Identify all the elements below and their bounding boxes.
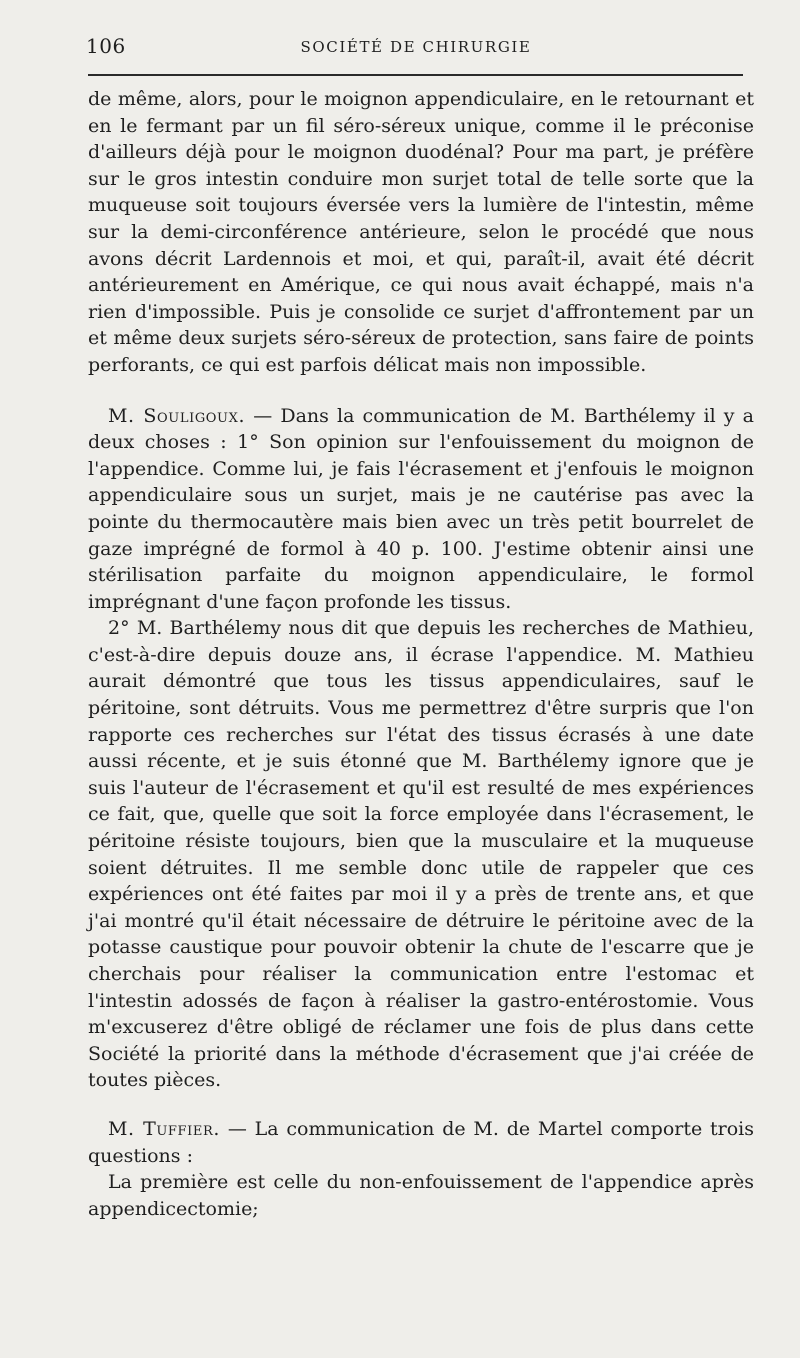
speaker-name: M. Souligoux. — [108, 404, 246, 427]
paragraph-text: — La communication de M. de Martel comporte trois questions : — [88, 1117, 755, 1167]
running-title: SOCIÉTÉ DE CHIRURGIE — [300, 38, 532, 56]
paragraph-souligoux — [88, 403, 754, 616]
paragraph-text: — Dans la communication de M. Barthélemy il y a deux choses : 1° Son opinion sur l'enfouissement du moignon de l'appendice. Comme lui, je fais l'écrasement et j'enfouis le moignon appendiculaire sous un surjet, mais je ne cautérise pas avec la pointe du thermocautère mais bien avec un très petit bourrelet de gaze imprégné de formol à 40 p. 100. J'estime obtenir ainsi une stérilisation parfaite du moignon appendiculaire, le formol imprégnant d'une façon profonde les tissus. — [88, 404, 754, 613]
paragraph-text: 2° M. Barthélemy nous dit que depuis les recherches de Mathieu, c'est-à-dire depuis douze ans, il écrase l'appendice. M. Mathieu aurait démontré que tous les tissus appendiculaires, sauf le péritoine, sont détruits. Vous me permettrez d'être surpris que l'on rapporte ces recherches sur l'état des tissus écrasés à une date aussi récente, et je suis étonné que M. Barthélemy ignore que je suis l'auteur de l'écrasement et qu'il est resulté de mes expériences ce fait, que, quelle que soit la force employée dans l'écrasement, le péritoine résiste toujours, bien que la musculaire et la muqueuse soient détruites. Il me semble donc utile de rappeler que ces expériences ont été faites par moi il y a près de trente ans, et que j'ai montré qu'il était nécessaire de détruire le péritoine avec de la potasse caustique pour pouvoir obtenir la chute de l'escarre que je cherchais pour réaliser la communication entre l'estomac et l'intestin adossés de façon à réaliser la gastro-entérostomie. Vous m'excuserez d'être obligé de réclamer une fois de plus dans cette Société la priorité dans la méthode d'écrasement que j'ai créée de toutes pièces. — [88, 617, 754, 1092]
paragraph-text: de même, alors, pour le moignon appendiculaire, en le retournant et en le fermant par un fil séro-séreux unique, comme il le préconise d'ailleurs déjà pour le moignon duodénal? Pour ma part, je préfère sur le gros intestin conduire mon surjet total de telle sorte que la muqueuse soit toujours éversée vers la lumière de l'intestin, même sur la demi-circonférence antérieure, selon le procédé que nous avons décrit Lardennois et moi, et qui, paraît-il, avait été décrit antérieurement en Amérique, ce qui nous avait échappé, mais n'a rien d'impossible. Puis je consolide ce surjet d'affrontement par un et même deux surjets séro-séreux de protection, sans faire de points perforants, ce qui est parfois délicat mais non impossible. — [88, 88, 754, 376]
paragraph-continuation — [88, 86, 754, 379]
paragraph-souligoux-point-2 — [88, 615, 754, 1094]
paragraph-text: La première est celle du non-enfouissement de l'appendice après appendicectomie; — [88, 1171, 754, 1220]
speaker-name: M. Tuffier. — [108, 1117, 221, 1140]
body-text — [88, 86, 754, 1222]
header-rule — [88, 74, 743, 76]
paragraph-tuffier — [88, 1116, 754, 1169]
page-header — [86, 34, 746, 64]
paragraph-first-question — [88, 1169, 754, 1222]
page-number: 106 — [86, 34, 126, 58]
